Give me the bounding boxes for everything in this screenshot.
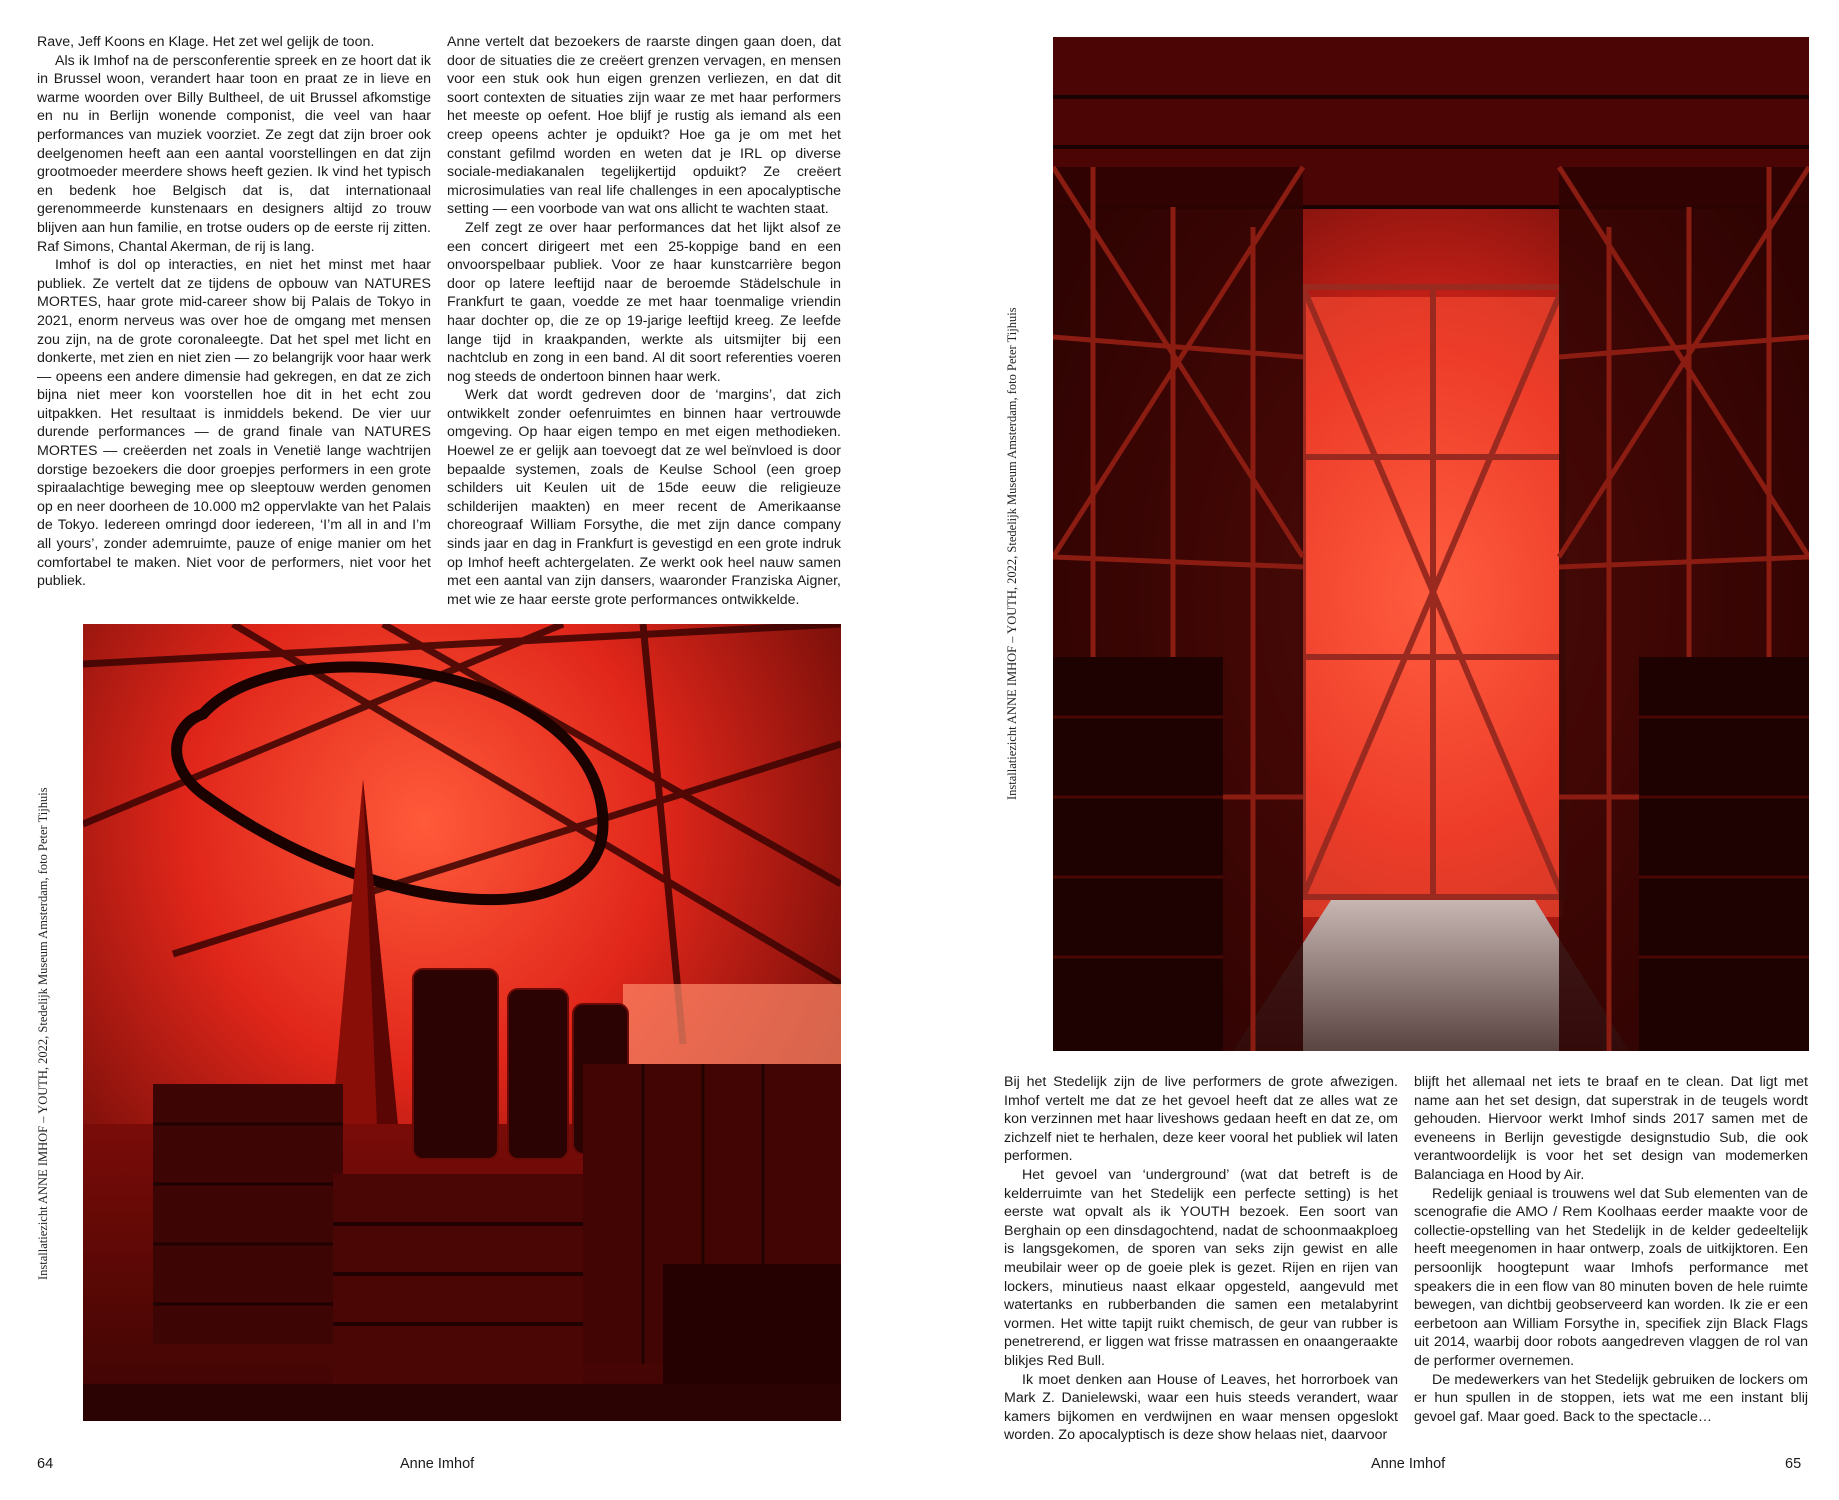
page-number-left: 64 (37, 1456, 54, 1472)
installation-photo-right (1053, 37, 1809, 1051)
paragraph: Het gevoel van ‘underground’ (wat dat betreft is de kelderruimte van het Stedelijk een perfecte setting) is het eerste wat opvalt als ik YOUTH bezoek. Een soort van Berghain op een dinsdagochtend, nadat de schoonmaakploeg is langsgekomen, de sporen van seks zijn gewist en alle meubilair weer op de goeie plek is gezet. Rijen en rijen van lockers, minutieus naast elkaar opgesteld, aangevuld met watertanks en rubberbanden die samen een metalabyrint vormen. Het witte tapijt ruikt chemisch, de geur van rubber is penetrerend, er liggen wat frisse matrassen en onaangeraakte blikjes Red Bull. (1004, 1166, 1398, 1369)
red-installation-image (83, 624, 841, 1421)
paragraph: Werk dat wordt gedreven door de ‘margins’, dat zich ontwikkelt zonder oefenruimtes en binnen haar vertrouwde omgeving. Op haar eigen tempo en met eigen methodieken. Hoewel ze er gelijk aan toevoegt dat ze wel beïnvloed is door bepaalde systemen, zoals de Keulse School (een groep schilders uit Keulen uit de 15de eeuw die religieuze schilderijen maakten) en meer recent de Amerikaanse choreograaf William Forsythe, die met zijn dance company sinds jaar en dag in Frankfurt is gevestigd en een grote indruk op Imhof heeft achtergelaten. Ze werkt ook heel nauw samen met een aantal van zijn dansers, waaronder Franziska Aigner, met wie ze haar eerste grote performances ontwikkelde. (447, 387, 841, 608)
running-head-left: Anne Imhof (400, 1456, 475, 1472)
photo-caption-right: Installatiezicht ANNE IMHOF – YOUTH, 2022, Stedelijk Museum Amsterdam, foto Peter Tijhuis (1005, 307, 1019, 800)
paragraph: De medewerkers van het Stedelijk gebruiken de lockers om er hun spullen in de stoppen, iets wat me een instant blij gevoel gaf. Maar goed. Back to the spectacle… (1414, 1371, 1808, 1425)
paragraph: Redelijk geniaal is trouwens wel dat Sub elementen van de scenografie die AMO / Rem Koolhaas eerder maakte voor de collectie-opstelling van het Stedelijk in de kelder gedeeltelijk heeft meegenomen in haar ontwerp, zoals de uitkijktoren. Een persoonlijk hoogtepunt waar Imhofs performance met speakers die in een flow van 80 minuten boven de hele ruimte bewegen, van dichtbij geobserveerd kan worden. Ik zie er een eerbetoon aan William Forsythe in, specifiek zijn Black Flags uit 2014, waarbij door robots aangedreven vlaggen de rol van de performer overnemen. (1414, 1185, 1808, 1369)
paragraph: Zelf zegt ze over haar performances dat het lijkt alsof ze een concert dirigeert met een 25-koppige band en een onvoorspelbaar publiek. Voor ze haar kunstcarrière begon door op latere leeftijd naar de beroemde Städelschule in Frankfurt te gaan, voedde ze met haar toenmalige vriendin haar dochter op, die ze op 19-jarige leeftijd kreeg. Ze leefde lange tijd in kraakpanden, werkte als uitsmijter bij een nachtclub en zong in een band. Al dit soort referenties voeren nog steeds de ondertoon binnen haar werk. (447, 219, 841, 385)
left-page-column-2 (447, 33, 841, 609)
photo-caption-left: Installatiezicht ANNE IMHOF – YOUTH, 2022, Stedelijk Museum Amsterdam, foto Peter Tijhuis (36, 787, 50, 1280)
right-page-column-2 (1414, 1073, 1808, 1426)
paragraph: Anne vertelt dat bezoekers de raarste dingen gaan doen, dat door de situaties die ze creëert grenzen vervagen, en mensen voor een stuk ook hun eigen grenzen verliezen, en dat dit soort contexten de situaties zijn waar ze met haar performers het meeste op oefent. Hoe blijf je rustig als iemand als een creep opeens achter je opduikt? Hoe ga je om met het constant gefilmd worden en weten dat je IRL op diverse sociale-mediakanalen tegelijkertijd opduikt? Ze creëert microsimulaties van real life challenges in een apocalyptische setting — een voorbode van wat ons allicht te wachten staat. (447, 34, 841, 218)
paragraph: Imhof is dol op interacties, en niet het minst met haar publiek. Ze vertelt dat ze tijdens de opbouw van NATURES MORTES, haar grote mid-career show bij Palais de Tokyo in 2021, enorm nerveus was over hoe de omgang met mensen zou zijn, na de grote coronaleegte. Dat het spel met licht en donkerte, met zien en niet zien — zo belangrijk voor haar werk — opeens een andere dimensie had gekregen, en dat ze zich bijna niet meer kon voorstellen hoe dit in het echt zou uitpakken. Het resultaat is inmiddels bekend. De vier uur durende performances — de grand finale van NATURES MORTES — creëerden net zoals in Venetië lange wachtrijen dorstige bezoekers die door groepjes performers in een grote spiraalachtige beweging mee op sleeptouw werden genomen op en neer doorheen de 10.000 m2 oppervlakte van het Palais de Tokyo. Iedereen omringd door iedereen, ‘I’m all in and I’m all yours’, zonder ademruimte, pauze of enige manier om het comfortabel te maken. Niet voor de performers, niet voor het publiek. (37, 257, 431, 590)
running-head-right: Anne Imhof (1371, 1456, 1446, 1472)
red-corridor-image (1053, 37, 1809, 1051)
paragraph: Bij het Stedelijk zijn de live performers de grote afwezigen. Imhof vertelt me dat ze het gevoel heeft dat ze alles wat ze kon verzinnen met haar liveshows gedaan heeft en dat ze, om zichzelf niet te herhalen, deze keer vooral het publiek wil laten performen. (1004, 1074, 1398, 1165)
paragraph: Rave, Jeff Koons en Klage. Het zet wel gelijk de toon. (37, 34, 375, 50)
paragraph: Als ik Imhof na de persconferentie spreek en ze hoort dat ik in Brussel woon, verandert haar toon en praat ze in lieve en warme woorden over Billy Bultheel, de uit Brussel afkomstige en nu in Berlijn wonende componist, die veel van haar performances van muziek voorziet. Ze zegt dat zijn broer ook deelgenomen heeft aan een aantal voorstellingen en dat zijn grootmoeder meerdere shows heeft gezien. Ik vind het typisch en bedenk hoe Belgisch dat is, dat internationaal gerenommeerde kunstenaars en designers altijd zo trouw blijven aan hun familie, en trotse ouders op de eerste rij zitten. Raf Simons, Chantal Akerman, de rij is lang. (37, 52, 431, 255)
page-number-right: 65 (1785, 1456, 1802, 1472)
right-page-column-1 (1004, 1073, 1398, 1445)
paragraph: blijft het allemaal net iets te braaf en te clean. Dat ligt met name aan het set design, dat superstrak in de teugels wordt gehouden. Hiervoor werkt Imhof sinds 2017 samen met de eveneens in Berlijn gevestigde designstudio Sub, die ook verantwoordelijk is voor het set design van modemerken Balanciaga en Hood by Air. (1414, 1074, 1808, 1183)
paragraph: Ik moet denken aan House of Leaves, het horrorboek van Mark Z. Danielewski, waar een huis steeds verandert, waar kamers bijkomen en verdwijnen en waar mensen opgeslokt worden. Zo apocalyptisch is deze show helaas niet, daarvoor (1004, 1371, 1398, 1444)
installation-photo-left (83, 624, 841, 1421)
left-page-column-1 (37, 33, 431, 591)
